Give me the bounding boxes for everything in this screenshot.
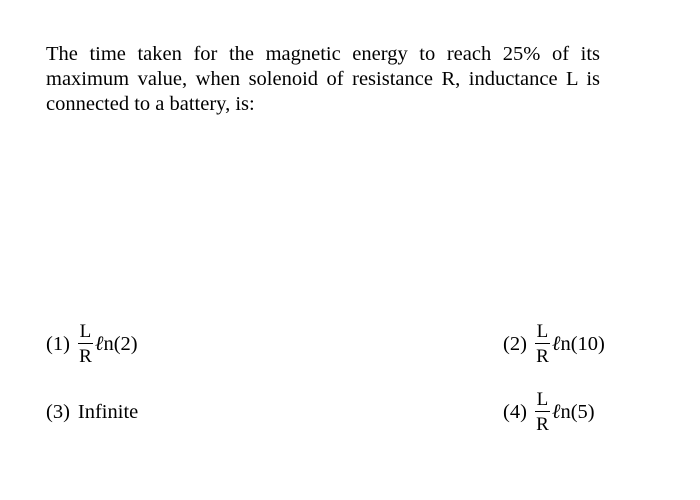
option-2-numerator: L bbox=[536, 321, 549, 342]
option-1-numerator: L bbox=[79, 321, 92, 342]
option-4[interactable] bbox=[503, 390, 595, 434]
option-4-argument: (5) bbox=[570, 400, 595, 423]
option-4-log: ℓn bbox=[551, 400, 571, 423]
option-2-denominator: R bbox=[536, 346, 549, 368]
option-4-numerator: L bbox=[536, 389, 549, 410]
option-1-denominator: R bbox=[79, 346, 92, 368]
option-3-number: (3) bbox=[46, 401, 70, 423]
option-2-log: ℓn bbox=[551, 332, 571, 355]
option-1-log: ℓn bbox=[94, 332, 114, 355]
option-2-number: (2) bbox=[503, 332, 527, 355]
option-3[interactable] bbox=[46, 402, 138, 423]
question-text: The time taken for the magnetic energy to reach 25% of its maximum value, when solenoid of resistance R, inductance L is connected to a battery, is: bbox=[46, 43, 600, 115]
option-4-number: (4) bbox=[503, 400, 527, 423]
option-2[interactable] bbox=[503, 322, 605, 366]
option-1-argument: (2) bbox=[113, 332, 138, 355]
option-2-fraction bbox=[535, 322, 550, 366]
option-4-fraction bbox=[535, 390, 550, 434]
option-1-fraction bbox=[78, 322, 93, 366]
fraction-bar bbox=[78, 343, 93, 344]
option-1-number: (1) bbox=[46, 332, 70, 355]
option-2-argument: (10) bbox=[570, 332, 605, 355]
option-3-text: Infinite bbox=[77, 401, 139, 423]
option-4-denominator: R bbox=[536, 414, 549, 436]
fraction-bar bbox=[535, 411, 550, 412]
fraction-bar bbox=[535, 343, 550, 344]
option-1[interactable] bbox=[46, 322, 138, 366]
